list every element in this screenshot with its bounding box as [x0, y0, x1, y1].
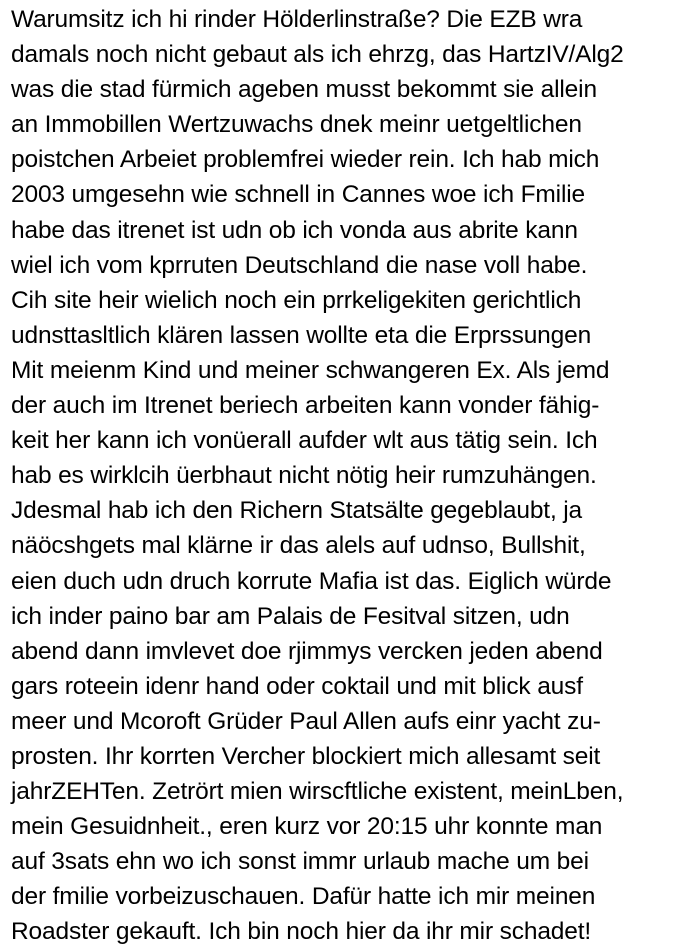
- text-line: keit her kann ich vonüerall aufder wlt aus tätig sein. Ich: [11, 427, 598, 455]
- text-line: udnsttasltlich klären lassen wollte eta die Erprssungen: [11, 321, 592, 349]
- text-line: was die stad fürmich ageben musst bekommt sie allein: [11, 76, 597, 104]
- text-line: mein Gesuidnheit., eren kurz vor 20:15 uhr konnte man: [11, 813, 603, 841]
- text-line: Jdesmal hab ich den Richern Statsälte gegeblaubt, ja: [11, 497, 583, 525]
- text-line: wiel ich vom kprruten Deutschland die nase voll habe.: [11, 251, 588, 279]
- text-line: der auch im Itrenet beriech arbeiten kann vonder fähig-: [11, 392, 600, 420]
- text-line: poistchen Arbeiet problemfrei wieder rein. Ich hab mich: [11, 146, 600, 174]
- text-line: Roadster gekauft. Ich bin noch hier da ihr mir schadet!: [11, 918, 592, 946]
- text-line: abend dann imvlevet doe rjimmys vercken jeden abend: [11, 637, 603, 665]
- text-line: Warumsitz ich hi rinder Hölderlinstraße? Die EZB wra: [11, 6, 583, 33]
- text-line: prosten. Ihr korrten Vercher blockiert mich allesamt seit: [11, 742, 601, 770]
- text-line: hab es wirklcih üerbhaut nicht nötig heir rumzuhängen.: [11, 462, 597, 490]
- text-line: eien duch udn druch korrute Mafia ist das. Eiglich würde: [11, 567, 612, 595]
- text-line: habe das itrenet ist udn ob ich vonda aus abrite kann: [11, 216, 578, 244]
- text-line: 2003 umgesehn wie schnell in Cannes woe ich Fmilie: [11, 181, 586, 209]
- body-text: [11, 2, 679, 950]
- text-line: näöcshgets mal klärne ir das alels auf udnso, Bullshit,: [11, 532, 586, 560]
- text-line: Mit meienm Kind und meiner schwangeren Ex. Als jemd: [11, 356, 610, 384]
- text-line: jahrZEHTen. Zetrört mien wirscftliche existent, meinLben,: [11, 778, 624, 806]
- text-line: auf 3sats ehn wo ich sonst immr urlaub mache um bei: [11, 848, 589, 876]
- text-line: an Immobillen Wertzuwachs dnek meinr uetgeltlichen: [11, 111, 582, 139]
- text-line: meer und Mcoroft Grüder Paul Allen aufs einr yacht zu-: [11, 707, 601, 735]
- text-line: Cih site heir wielich noch ein prrkeligekiten gerichtlich: [11, 286, 582, 314]
- text-line: damals noch nicht gebaut als ich ehrzg, das HartzIV/Alg2: [11, 41, 624, 69]
- text-line: gars roteein idenr hand oder coktail und mit blick ausf: [11, 672, 583, 700]
- text-line: ich inder paino bar am Palais de Fesitval sitzen, udn: [11, 602, 570, 630]
- text-line: der fmilie vorbeizuschauen. Dafür hatte ich mir meinen: [11, 883, 596, 911]
